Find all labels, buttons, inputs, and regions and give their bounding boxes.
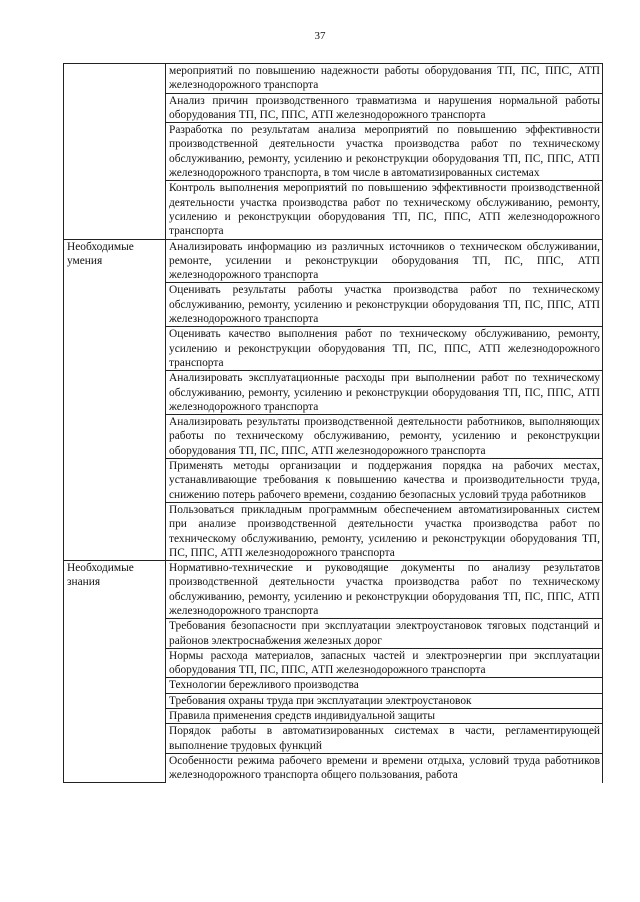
table-cell: Оценивать результаты работы участка производства работ по техническому обслуживанию, ремонту, усилению и реконструкции оборудования ТП, ПС, ППС, АТП железнодорожного транспорта xyxy=(166,283,603,327)
table-cell: Анализировать информацию из различных источников о техническом обслуживании, ремонте, усилении и реконструкции оборудования ТП, ПС, ППС, АТП железнодорожного транспорта xyxy=(166,239,603,283)
table-cell: мероприятий по повышению надежности работы оборудования ТП, ПС, ППС, АТП железнодорожного транспорта xyxy=(166,64,603,94)
table-cell: Нормы расхода материалов, запасных частей и электроэнергии при эксплуатации оборудования ТП, ПС, ППС, АТП железнодорожного транспорта xyxy=(166,648,603,678)
group-label xyxy=(64,64,166,240)
table-cell: Контроль выполнения мероприятий по повышению эффективности производственной деятельности участка производства работ по техническому обслуживанию, ремонту, усилению и реконструкции оборудования ТП, ПС, ППС, АТП железнодорожного транспорта xyxy=(166,181,603,239)
table-cell: Порядок работы в автоматизированных системах в части, регламентирующей выполнение трудовых функций xyxy=(166,724,603,754)
table-cell: Применять методы организации и поддержания порядка на рабочих местах, устанавливающие требования к повышению качества и производительности труда, снижению потерь рабочего времени, созданию безопасных условий труда работников xyxy=(166,459,603,503)
group-label-skills: Необходимые умения xyxy=(64,239,166,561)
table-cell: Анализ причин производственного травматизма и нарушения нормальной работы оборудования ТП, ПС, ППС, АТП железнодорожного транспорта xyxy=(166,93,603,123)
table-cell: Технологии бережливого производства xyxy=(166,678,603,693)
table-cell: Нормативно-технические и руководящие документы по анализу результатов производственной деятельности участка производства работ по техническому обслуживанию, ремонту, усилению и реконструкции оборудования ТП, ПС, ППС, АТП железнодорожного транспорта xyxy=(166,561,603,619)
requirements-table xyxy=(63,63,603,783)
table-row xyxy=(64,64,603,94)
table-cell: Требования безопасности при эксплуатации электроустановок тяговых подстанций и районов электроснабжения железных дорог xyxy=(166,619,603,649)
table-cell: Требования охраны труда при эксплуатации электроустановок xyxy=(166,693,603,708)
table-cell: Разработка по результатам анализа мероприятий по повышению эффективности производственной деятельности участка производства работ по техническому обслуживанию, ремонту, усилению и реконструкции оборудования ТП, ПС, ППС, АТП железнодорожного транспорта, в том числе в автоматизированных системах xyxy=(166,123,603,181)
table-row xyxy=(64,239,603,283)
table-cell: Пользоваться прикладным программным обеспечением автоматизированных систем при анализе производственной деятельности участка производства работ по техническому обслуживанию, ремонту, усилению и реконструкции оборудования ТП, ПС, ППС, АТП железнодорожного транспорта xyxy=(166,502,603,560)
table-cell: Анализировать эксплуатационные расходы при выполнении работ по техническому обслуживанию, ремонту, усилению и реконструкции оборудования ТП, ПС, ППС, АТП железнодорожного транспорта xyxy=(166,371,603,415)
table-cell: Правила применения средств индивидуальной защиты xyxy=(166,709,603,724)
group-label-knowledge: Необходимые знания xyxy=(64,561,166,783)
page-number: 37 xyxy=(314,30,326,42)
table-cell: Анализировать результаты производственной деятельности работников, выполняющих работы по техническому обслуживанию, ремонту, усилению и реконструкции оборудования ТП, ПС, ППС, АТП железнодорожного транспорта xyxy=(166,415,603,459)
table-cell: Особенности режима рабочего времени и времени отдыха, условий труда работников железнодорожного транспорта общего пользования, работа xyxy=(166,753,603,782)
table-row xyxy=(64,561,603,619)
table-cell: Оценивать качество выполнения работ по техническому обслуживанию, ремонту, усилению и реконструкции оборудования ТП, ПС, ППС, АТП железнодорожного транспорта xyxy=(166,327,603,371)
